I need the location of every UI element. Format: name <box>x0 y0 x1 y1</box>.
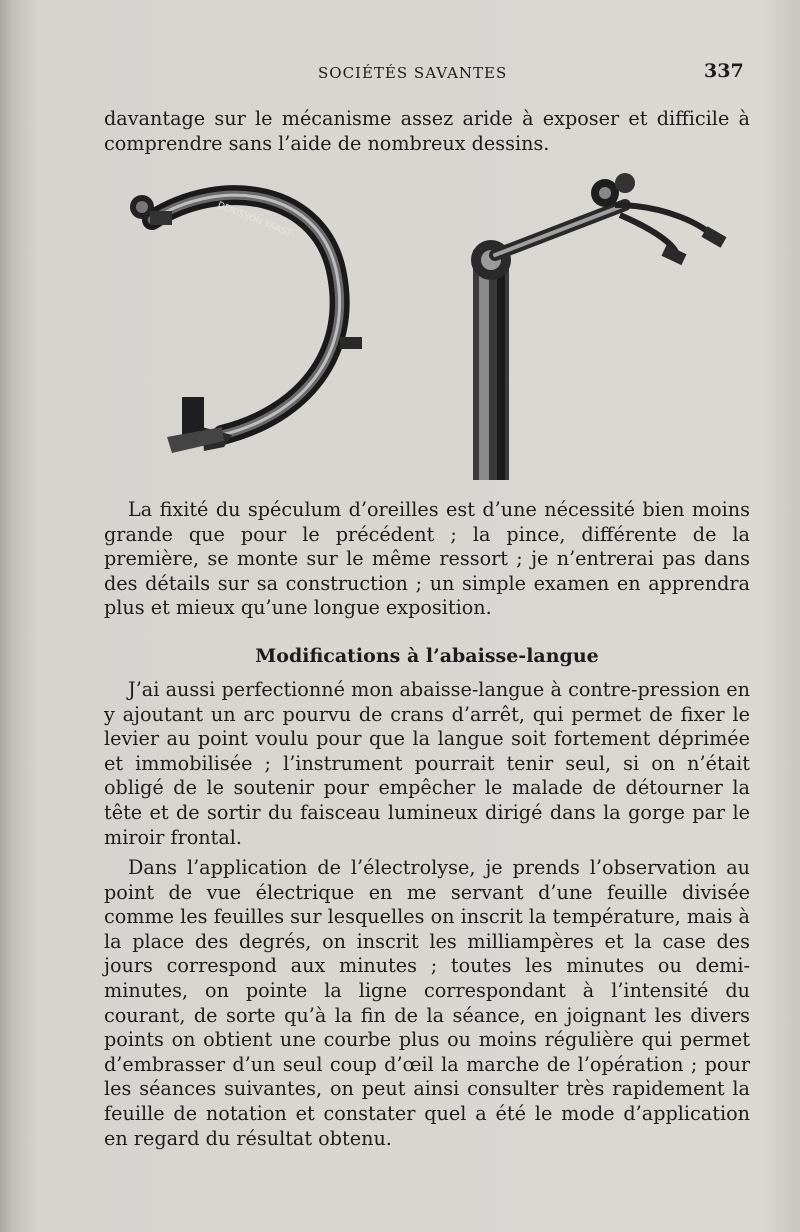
intro-paragraph <box>104 107 750 156</box>
electrolyse-text: Dans l’application de l’électrolyse, je prends l’observation au point de vue électrique en me servant d’une feuille divisée comme les feuilles sur lesquelles on inscrit la température, mais à la place des degrés, on inscrit les milliampères et la case des jours correspond aux minutes ; toutes les minutes ou demi-minutes, on pointe la ligne correspondant à l’intensité du courant, de sorte qu’à la fin de la séance, en joignant les divers points on obtient une courbe plus ou moins régulière qui permet d’embrasser d’un seul coup d’œil la marche de l’opération ; pour les séances suivantes, on peut ainsi consulter très rapidement la feuille de notation et constater quel a été le mode d’application en regard du résultat obtenu. <box>104 856 750 1150</box>
speculum-text: La fixité du spéculum d’oreilles est d’une nécessité bien moins grande que pour le précédent ; la pince, différente de la première, se monte sur le même ressort ; je n’entrerai pas dans des détails sur sa construction ; un simple examen en apprendra plus et mieux qu’une longue exposition. <box>104 498 750 620</box>
figure-illustrations <box>100 165 750 490</box>
intro-text: davantage sur le mécanisme assez aride à exposer et difficile à comprendre sans l’aide de nombreux dessins. <box>104 107 750 155</box>
abaisse-text: J’ai aussi perfectionné mon abaisse-langue à contre-pression en y ajoutant un arc pourvu de crans d’arrêt, qui permet de fixer le levier au point voulu pour que la langue soit fortement déprimée et immobilisée ; l’instrument pourrait tenir seul, si on n’était obligé de le soutenir pour empêcher le malade de détourner la tête et de sortir du faisceau lumineux dirigé dans la gorge par le miroir frontal. <box>104 678 750 849</box>
engraved-maker-text: DENISSON YAAST <box>215 200 293 240</box>
abaisse-paragraph <box>104 678 750 850</box>
electrolyse-paragraph <box>104 856 750 1151</box>
page-number: 337 <box>704 60 744 82</box>
page-header <box>0 60 800 90</box>
speculum-holder-arc-illustration <box>112 165 362 460</box>
tongue-depressor-clamp-illustration <box>455 165 730 485</box>
speculum-paragraph <box>104 498 750 621</box>
section-heading: Modifications à l’abaisse-langue <box>255 645 599 667</box>
running-head: SOCIÉTÉS SAVANTES <box>318 64 508 82</box>
